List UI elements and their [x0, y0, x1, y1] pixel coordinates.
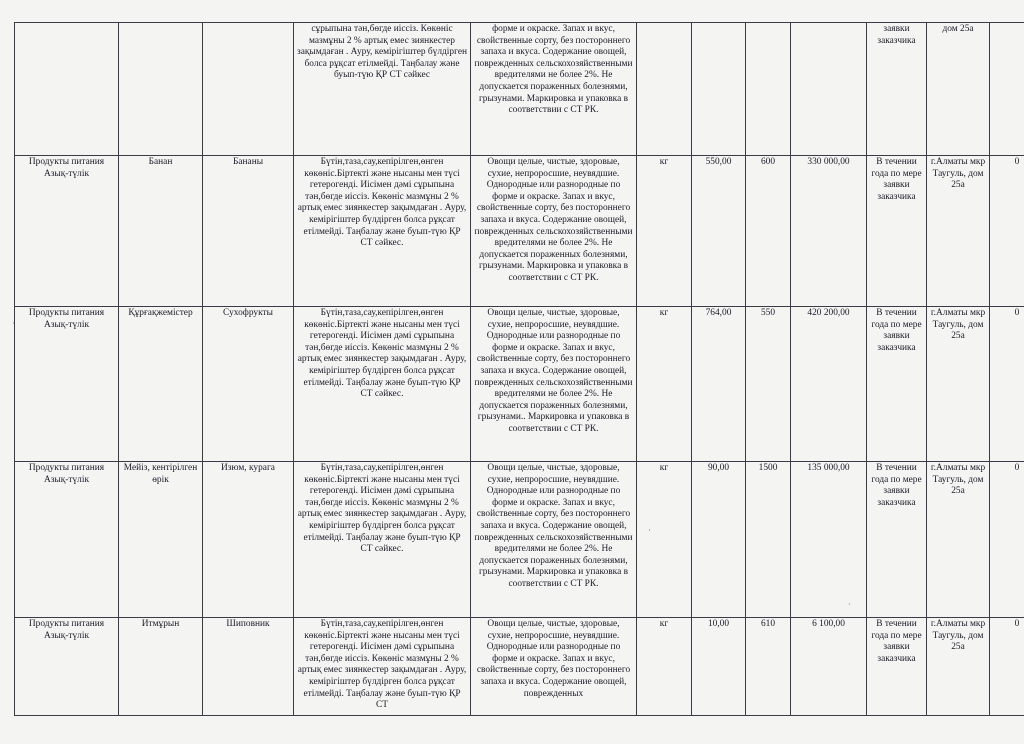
- advance-cell: 0: [990, 156, 1024, 307]
- spec-ru-cell: форме и окраске. Запах и вкус, свойственные сорту, без постороннего запаха и вкуса. Содержание овощей, поврежденных сельскохозяйственными вредителями не более 2%. Не допускается пораженных болезнями, грызунами. Маркировка и упаковка в соответствии с СТ РК.: [471, 23, 637, 156]
- category-cell: Продукты питания Азық-түлік: [15, 307, 119, 462]
- qty-cell: [746, 23, 791, 156]
- spec-ru-cell: Овощи целые, чистые, здоровые, сухие, непроросшие, неувядшие. Однородные или разнородные по форме и окраске. Запах и вкус, свойственные сорту, без постороннего запаха и вкуса. Содержание овощей, поврежденных: [471, 618, 637, 716]
- name-ru-cell: Шиповник: [203, 618, 294, 716]
- category-cell: Продукты питания Азық-түлік: [15, 618, 119, 716]
- table-row: [15, 618, 1024, 716]
- scan-speck: ·: [648, 525, 651, 535]
- price-cell: 764,00: [692, 307, 746, 462]
- name-kz-cell: Мейіз, кентірілген өрік: [119, 462, 203, 618]
- procurement-table: [14, 22, 1024, 716]
- sum-cell: 135 000,00: [791, 462, 867, 618]
- place-cell: дом 25а: [927, 23, 990, 156]
- advance-cell: 0: [990, 307, 1024, 462]
- unit-cell: кг: [637, 462, 692, 618]
- spec-kz-cell: сұрыпына тән,бөгде иіссіз. Көкөніс мазмұны 2 % артық емес зиянкестер зақымдаған . Ауру, кемірігіштер бүлдірген болса рұқсат етілмейді. Таңбалау және буып-түю ҚР СТ сәйкес: [294, 23, 471, 156]
- unit-cell: кг: [637, 156, 692, 307]
- category-cell: [15, 23, 119, 156]
- name-kz-cell: Банан: [119, 156, 203, 307]
- qty-cell: 600: [746, 156, 791, 307]
- advance-cell: 0: [990, 462, 1024, 618]
- name-ru-cell: Изюм, курага: [203, 462, 294, 618]
- name-kz-cell: Итмұрын: [119, 618, 203, 716]
- sum-cell: 330 000,00: [791, 156, 867, 307]
- schedule-cell: В течении года по мере заявки заказчика: [867, 307, 927, 462]
- qty-cell: 550: [746, 307, 791, 462]
- category-cell: Продукты питания Азық-түлік: [15, 156, 119, 307]
- scan-speck: ·: [12, 318, 15, 328]
- price-cell: 550,00: [692, 156, 746, 307]
- table-row: [15, 462, 1024, 618]
- unit-cell: [637, 23, 692, 156]
- sum-cell: [791, 23, 867, 156]
- schedule-cell: заявки заказчика: [867, 23, 927, 156]
- place-cell: г.Алматы мкр Таугуль, дом 25а: [927, 462, 990, 618]
- schedule-cell: В течении года по мере заявки заказчика: [867, 156, 927, 307]
- price-cell: [692, 23, 746, 156]
- spec-ru-cell: Овощи целые, чистые, здоровые, сухие, непроросшие, неувядшие. Однородные или разнородные по форме и окраске. Запах и вкус, свойственные сорту, без постороннего запаха и вкуса. Содержание овощей, поврежденных сельскохозяйственными вредителями не более 2%. Не допускается пораженных болезнями, грызунами. Маркировка и упаковка в соответствии с СТ РК.: [471, 462, 637, 618]
- scan-speck: ˋ: [848, 602, 851, 612]
- sum-cell: 420 200,00: [791, 307, 867, 462]
- price-cell: 10,00: [692, 618, 746, 716]
- qty-cell: 1500: [746, 462, 791, 618]
- spec-ru-cell: Овощи целые, чистые, здоровые, сухие, непроросшие, неувядшие. Однородные или разнородные по форме и окраске. Запах и вкус, свойственные сорту, без постороннего запаха и вкуса. Содержание овощей, поврежденных сельскохозяйственными вредителями не более 2%. Не допускается пораженных болезнями, грызунами.. Маркировка и упаковка в соответствии с СТ РК.: [471, 307, 637, 462]
- category-cell: Продукты питания Азық-түлік: [15, 462, 119, 618]
- name-ru-cell: Бананы: [203, 156, 294, 307]
- name-ru-cell: Сухофрукты: [203, 307, 294, 462]
- unit-cell: кг: [637, 618, 692, 716]
- schedule-cell: В течении года по мере заявки заказчика: [867, 462, 927, 618]
- sum-cell: 6 100,00: [791, 618, 867, 716]
- advance-cell: 0: [990, 618, 1024, 716]
- place-cell: г.Алматы мкр Таугуль, дом 25а: [927, 156, 990, 307]
- price-cell: 90,00: [692, 462, 746, 618]
- place-cell: г.Алматы мкр Таугуль, дом 25а: [927, 307, 990, 462]
- spec-kz-cell: Бүтін,таза,сау,кепірілген,өнген көкөніс.Біртекті және нысаны мен түсі гетерогенді. Иісімен дәмі сұрыпына тән,бөгде иіссіз. Көкөніс мазмұны 2 % артық емес зиянкестер зақымдаған . Ауру, кемірігіштер бүлдірген болса рұқсат етілмейді. Таңбалау және буып-түю ҚР СТ: [294, 618, 471, 716]
- spec-kz-cell: Бүтін,таза,сау,кепірілген,өнген көкөніс.Біртекті және нысаны мен түсі гетерогенді. Иісімен дәмі сұрыпына тән,бөгде иіссіз. Көкөніс мазмұны 2 % артық емес зиянкестер зақымдаған . Ауру, кемірігіштер бүлдірген болса рұқсат етілмейді. Таңбалау және буып-түю ҚР СТ сәйкес.: [294, 307, 471, 462]
- table-row: [15, 307, 1024, 462]
- place-cell: г.Алматы мкр Таугуль, дом 25а: [927, 618, 990, 716]
- name-kz-cell: Құрғақжемістер: [119, 307, 203, 462]
- unit-cell: кг: [637, 307, 692, 462]
- spec-kz-cell: Бүтін,таза,сау,кепірілген,өнген көкөніс.Біртекті және нысаны мен түсі гетерогенді. Иісімен дәмі сұрыпына тән,бөгде иіссіз. Көкөніс мазмұны 2 % артық емес зиянкестер зақымдаған . Ауру, кемірігіштер бүлдірген болса рұқсат етілмейді. Таңбалау және буып-түю ҚР СТ сәйкес.: [294, 156, 471, 307]
- spec-kz-cell: Бүтін,таза,сау,кепірілген,өнген көкөніс.Біртекті және нысаны мен түсі гетерогенді. Иісімен дәмі сұрыпына тән,бөгде иіссіз. Көкөніс мазмұны 2 % артық емес зиянкестер зақымдаған . Ауру, кемірігіштер бүлдірген болса рұқсат етілмейді. Таңбалау және буып-түю ҚР СТ сәйкес.: [294, 462, 471, 618]
- name-ru-cell: [203, 23, 294, 156]
- name-kz-cell: [119, 23, 203, 156]
- schedule-cell: В течении года по мере заявки заказчика: [867, 618, 927, 716]
- qty-cell: 610: [746, 618, 791, 716]
- spec-ru-cell: Овощи целые, чистые, здоровые, сухие, непроросшие, неувядшие. Однородные или разнородные по форме и окраске. Запах и вкус, свойственные сорту, без постороннего запаха и вкуса. Содержание овощей, поврежденных сельскохозяйственными вредителями не более 2%. Не допускается пораженных болезнями, грызунами. Маркировка и упаковка в соответствии с СТ РК.: [471, 156, 637, 307]
- table-row: [15, 156, 1024, 307]
- table-row-continued: [15, 23, 1024, 156]
- advance-cell: [990, 23, 1024, 156]
